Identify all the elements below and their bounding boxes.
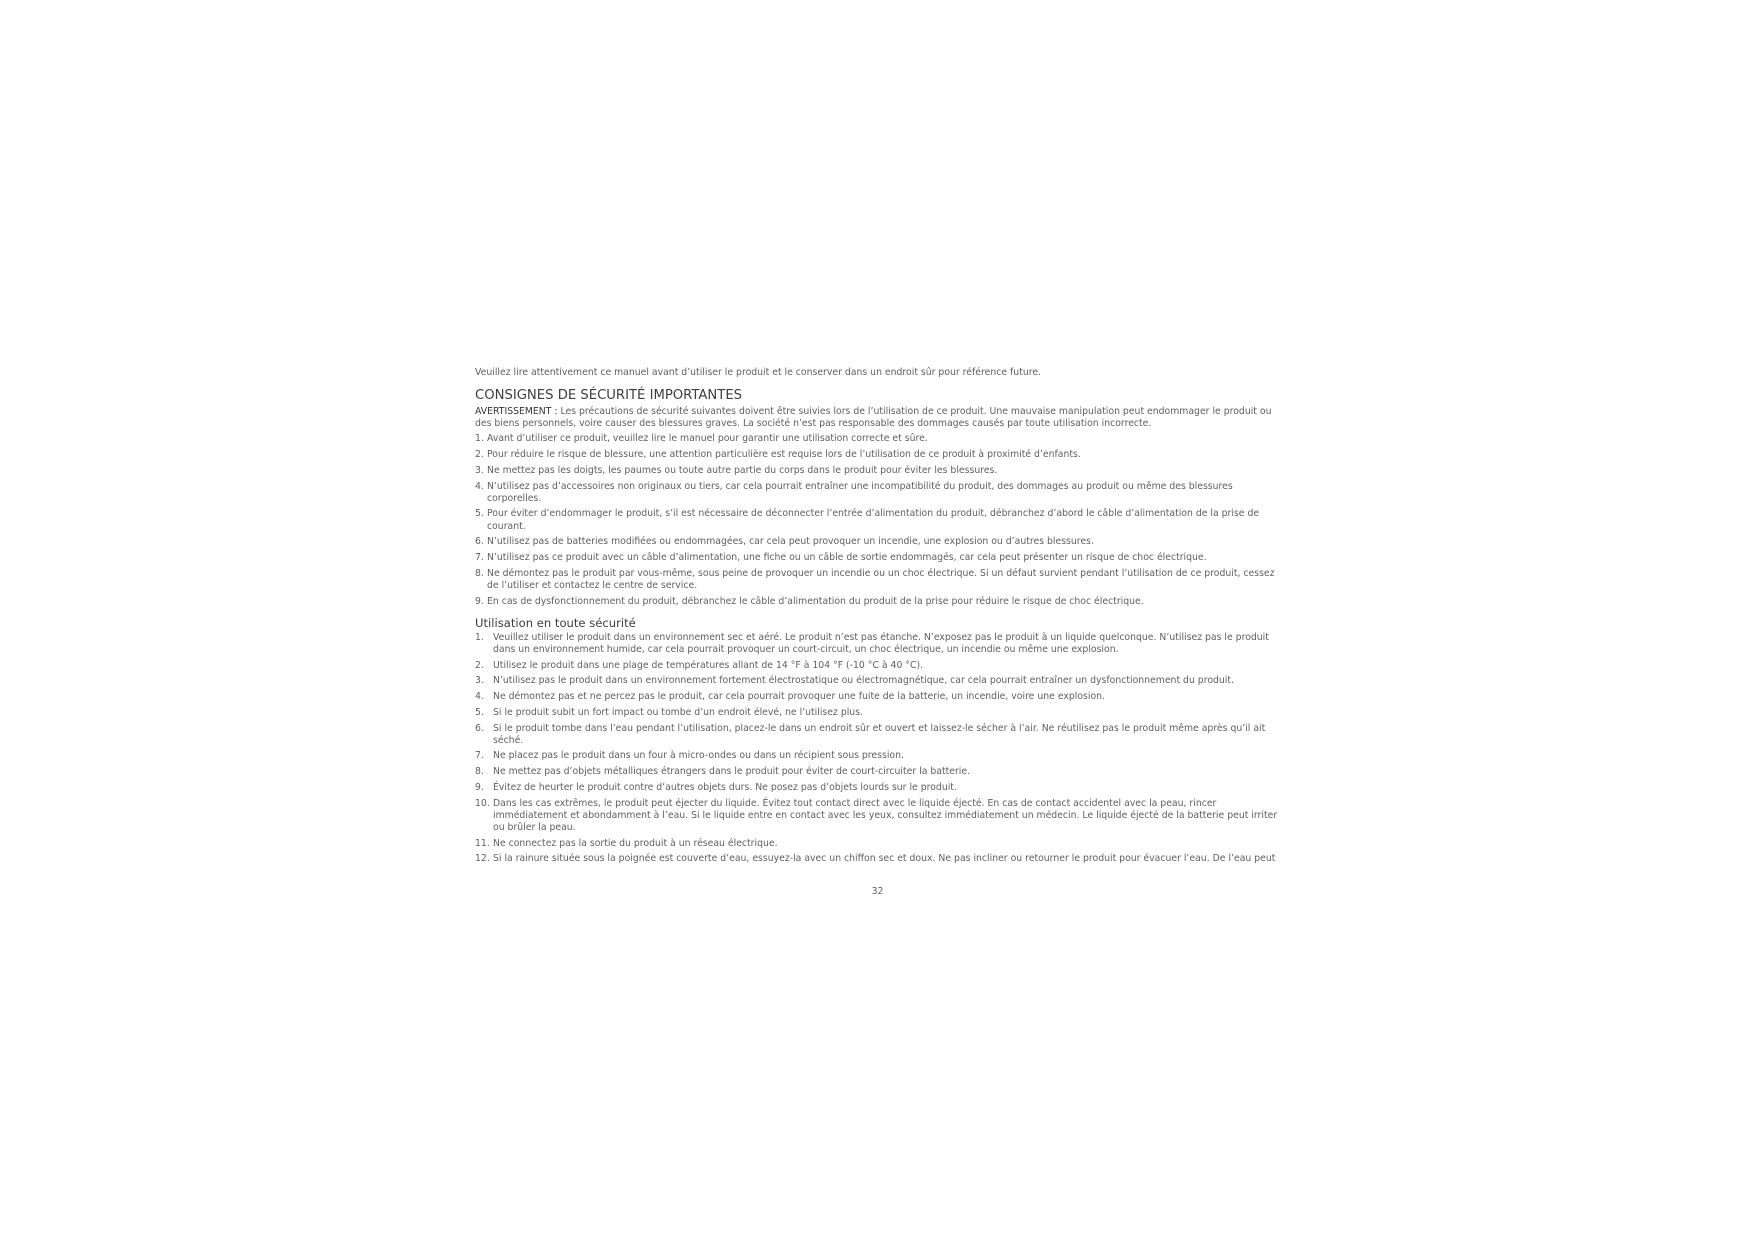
safety-instructions-list: [475, 433, 1283, 607]
subsection-title: Utilisation en toute sécurité: [475, 615, 636, 630]
item-number: 4.: [475, 480, 484, 492]
list-item: [475, 853, 1283, 865]
item-number: 2.: [475, 449, 484, 461]
item-number: 5.: [475, 706, 484, 718]
list-item: [475, 723, 1283, 747]
item-number: 1.: [475, 631, 484, 643]
warning-label: AVERTISSEMENT :: [475, 406, 558, 417]
item-number: 11.: [475, 837, 490, 849]
list-item: [475, 798, 1283, 835]
list-item: [475, 568, 1283, 592]
item-number: 12.: [475, 853, 490, 865]
item-text: Si le produit subit un fort impact ou tombe d’un endroit élevé, ne l’utilisez plus.: [493, 706, 863, 718]
item-number: 5.: [475, 508, 484, 520]
list-item: [475, 596, 1283, 608]
item-text: Pour éviter d’endommager le produit, s’il est nécessaire de déconnecter l’entrée d’alimentation du produit, débranchez d’abord le câble d’alimentation de la prise de courant.: [487, 508, 1260, 532]
item-text: Ne démontez pas et ne percez pas le produit, car cela pourrait provoquer une fuite de la batterie, un incendie, voire une explosion.: [493, 691, 1106, 703]
safe-usage-list: [475, 632, 1283, 866]
item-text: Avant d’utiliser ce produit, veuillez lire le manuel pour garantir une utilisation correcte et sûre.: [487, 433, 928, 445]
item-number: 9.: [475, 781, 484, 793]
intro-text: Veuillez lire attentivement ce manuel avant d’utiliser le produit et le conserver dans un endroit sûr pour référence future.: [475, 367, 1042, 378]
item-text: N’utilisez pas le produit dans un environnement fortement électrostatique ou électromagnétique, car cela pourrait entraîner un dysfonctionnement du produit.: [493, 675, 1234, 687]
list-item: [475, 465, 1283, 477]
item-number: 7.: [475, 552, 484, 564]
warning-paragraph: [475, 406, 1283, 430]
item-number: 3.: [475, 675, 484, 687]
item-number: 3.: [475, 464, 484, 476]
item-text: En cas de dysfonctionnement du produit, débranchez le câble d’alimentation du produit de la prise pour réduire le risque de choc électrique.: [487, 595, 1144, 607]
item-text: Dans les cas extrêmes, le produit peut éjecter du liquide. Évitez tout contact direct avec le liquide éjecté. En cas de contact accidentel avec la peau, rincer immédiatement et abondamment à l’eau. Si le liquide entre en contact avec les yeux, consultez immédiatement un médecin. Le liquide éjecté de la batterie peut irriter ou brûler la peau.: [493, 797, 1278, 833]
list-item: [475, 632, 1283, 656]
item-number: 6.: [475, 722, 484, 734]
warning-text: Les précautions de sécurité suivantes doivent être suivies lors de l’utilisation de ce produit. Une mauvaise manipulation peut endommager le produit ou des biens personnels, voire causer des blessures graves. La société n’est pas responsable des dommages causés par toute utilisation incorrecte.: [475, 406, 1272, 430]
item-text: N’utilisez pas d’accessoires non originaux ou tiers, car cela pourrait entraîner une incompatibilité du produit, des dommages au produit ou même des blessures corporelles.: [487, 480, 1233, 504]
list-item: [475, 707, 1283, 719]
list-item: [475, 675, 1283, 687]
list-item: [475, 481, 1283, 505]
item-number: 9.: [475, 595, 484, 607]
list-item: [475, 552, 1283, 564]
list-item: [475, 536, 1283, 548]
list-item: [475, 508, 1283, 532]
item-text: Veuillez utiliser le produit dans un environnement sec et aéré. Le produit n’est pas étanche. N’exposez pas le produit à un liquide quelconque. N’utilisez pas le produit dans un environnement humide, car cela pourrait provoquer un court-circuit, un choc électrique, un incendie ou même une explosion.: [493, 631, 1269, 656]
item-text: Ne placez pas le produit dans un four à micro-ondes ou dans un récipient sous pression.: [493, 750, 904, 762]
item-number: 2.: [475, 659, 484, 671]
item-text: Si le produit tombe dans l’eau pendant l’utilisation, placez-le dans un endroit sûr et ouvert et laissez-le sécher à l’air. Ne réutilisez pas le produit même après qu’il ait séché.: [493, 722, 1266, 746]
item-text: Ne connectez pas la sortie du produit à un réseau électrique.: [493, 837, 778, 849]
list-item: [475, 449, 1283, 461]
list-item: [475, 750, 1283, 762]
list-item: [475, 782, 1283, 794]
item-text: Pour réduire le risque de blessure, une attention particulière est requise lors de l’utilisation de ce produit à proximité d’enfants.: [487, 449, 1081, 461]
item-number: 8.: [475, 766, 484, 778]
item-number: 4.: [475, 691, 484, 703]
list-item: [475, 766, 1283, 778]
item-text: Ne démontez pas le produit par vous-même, sous peine de provoquer un incendie ou un choc électrique. Si un défaut survient pendant l’utilisation de ce produit, cessez de l’utiliser et contactez le centre de service.: [487, 567, 1275, 591]
item-text: Ne mettez pas d’objets métalliques étrangers dans le produit pour éviter de court-circuiter la batterie.: [493, 766, 971, 778]
item-number: 10.: [475, 797, 490, 809]
item-text: N’utilisez pas de batteries modifiées ou endommagées, car cela peut provoquer un incendie, une explosion ou d’autres blessures.: [487, 536, 1094, 548]
section-title: CONSIGNES DE SÉCURITÉ IMPORTANTES: [475, 388, 743, 403]
item-text: Évitez de heurter le produit contre d’autres objets durs. Ne posez pas d’objets lourds sur le produit.: [493, 781, 957, 793]
item-text: Utilisez le produit dans une plage de températures allant de 14 °F à 104 °F (-10 °C à 40 °C).: [493, 659, 924, 671]
list-item: [475, 660, 1283, 672]
item-number: 1.: [475, 433, 484, 445]
item-number: 7.: [475, 750, 484, 762]
item-text: N’utilisez pas ce produit avec un câble d’alimentation, une fiche ou un câble de sortie endommagés, car cela peut présenter un risque de choc électrique.: [487, 552, 1207, 564]
item-number: 8.: [475, 567, 484, 579]
item-text: Si la rainure située sous la poignée est couverte d’eau, essuyez-la avec un chiffon sec et doux. Ne pas incliner ou retourner le produit pour évacuer l’eau. De l’eau peut: [493, 853, 1276, 865]
list-item: [475, 433, 1283, 445]
manual-page-content: [475, 367, 1283, 869]
list-item: [475, 838, 1283, 850]
page-number: 32: [871, 886, 884, 897]
item-number: 6.: [475, 536, 484, 548]
item-text: Ne mettez pas les doigts, les paumes ou toute autre partie du corps dans le produit pour éviter les blessures.: [487, 464, 998, 476]
list-item: [475, 691, 1283, 703]
